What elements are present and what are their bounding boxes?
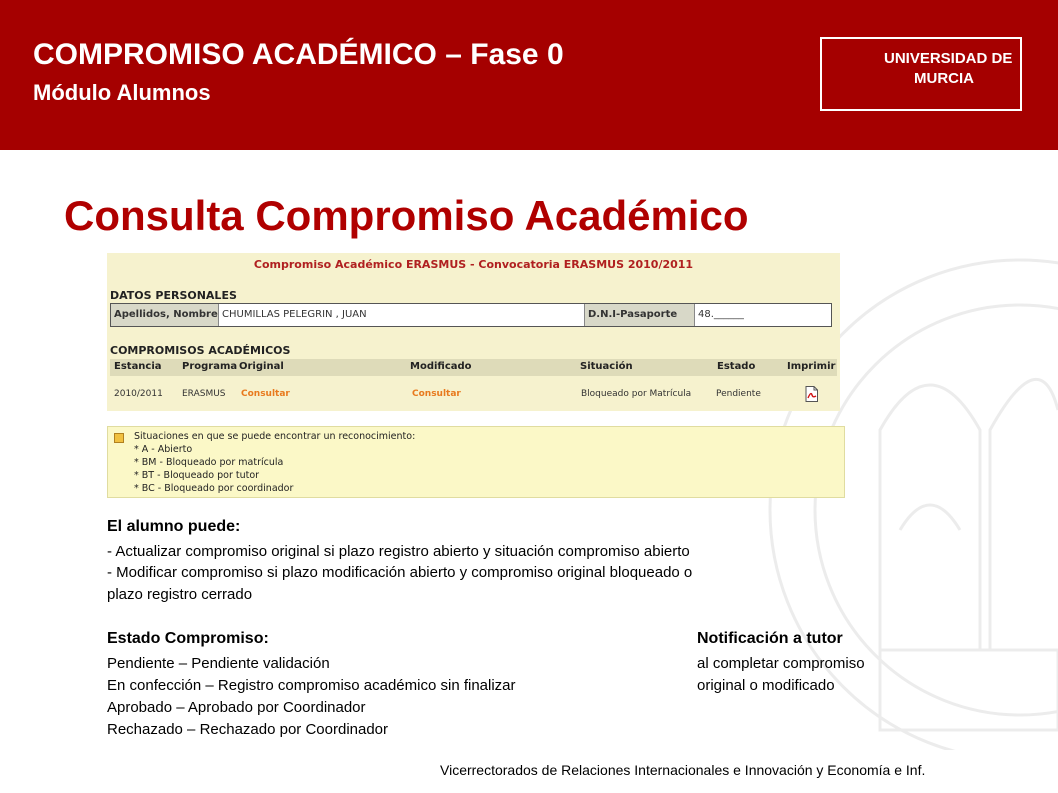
footer-text: Vicerrectorados de Relaciones Internacionales e Innovación y Economía e Inf. xyxy=(440,762,926,778)
compromisos-table-header xyxy=(110,359,837,376)
col-estancia: Estancia xyxy=(114,361,162,372)
notificacion-line: al completar compromiso xyxy=(697,655,865,672)
legend-item: * A - Abierto xyxy=(134,444,193,455)
consulta-screenshot xyxy=(107,253,840,411)
alumno-line: - Actualizar compromiso original si plazo registro abierto y situación compromiso abierto xyxy=(107,543,690,560)
situaciones-legend xyxy=(107,426,845,498)
consultar-original-link[interactable]: Consultar xyxy=(241,389,290,399)
main-title: Consulta Compromiso Académico xyxy=(64,192,749,239)
alumno-line: plazo registro cerrado xyxy=(107,586,253,603)
logo-line-1: UNIVERSIDAD DE xyxy=(884,50,1013,67)
estado-line: Pendiente – Pendiente validación xyxy=(107,655,330,672)
alumno-line: - Modificar compromiso si plazo modificación abierto y compromiso original bloqueado o xyxy=(107,564,693,581)
university-logo xyxy=(820,37,1022,111)
legend-title: Situaciones en que se puede encontrar un reconocimiento: xyxy=(134,431,416,442)
cell-programa: ERASMUS xyxy=(182,389,226,399)
presentation-subtitle: Módulo Alumnos xyxy=(33,80,211,105)
presentation-title: COMPROMISO ACADÉMICO – Fase 0 xyxy=(33,38,564,71)
apellidos-value: CHUMILLAS PELEGRIN , JUAN xyxy=(219,304,585,326)
col-programa: Programa xyxy=(182,361,238,372)
convocatoria-title: Compromiso Académico ERASMUS - Convocatoria ERASMUS 2010/2011 xyxy=(253,258,694,271)
estado-line: Rechazado – Rechazado por Coordinador xyxy=(107,721,389,738)
table-row xyxy=(110,386,837,403)
legend-item: * BC - Bloqueado por coordinador xyxy=(134,483,294,494)
col-imprimir: Imprimir xyxy=(787,361,836,372)
col-estado: Estado xyxy=(717,361,756,372)
estado-heading: Estado Compromiso: xyxy=(107,630,269,647)
compromisos-label: COMPROMISOS ACADÉMICOS xyxy=(110,344,291,357)
cell-estancia: 2010/2011 xyxy=(114,389,163,399)
notificacion-line: original o modificado xyxy=(697,677,835,694)
col-situacion: Situación xyxy=(580,361,633,372)
estado-line: En confección – Registro compromiso académico sin finalizar xyxy=(107,677,516,694)
note-icon xyxy=(114,433,124,443)
apellidos-label: Apellidos, Nombre xyxy=(111,304,219,326)
estado-line: Aprobado – Aprobado por Coordinador xyxy=(107,699,366,716)
logo-line-2: MURCIA xyxy=(914,70,974,87)
datos-personales-label: DATOS PERSONALES xyxy=(110,289,237,302)
datos-personales-row xyxy=(110,303,832,327)
legend-item: * BM - Bloqueado por matrícula xyxy=(134,457,284,468)
cell-estado: Pendiente xyxy=(716,389,761,399)
dni-label: D.N.I-Pasaporte xyxy=(585,304,695,326)
col-modificado: Modificado xyxy=(410,361,472,372)
legend-item: * BT - Bloqueado por tutor xyxy=(134,470,260,481)
header-banner xyxy=(0,0,1058,150)
pdf-icon[interactable] xyxy=(805,386,818,402)
consultar-modificado-link[interactable]: Consultar xyxy=(412,389,461,399)
alumno-heading: El alumno puede: xyxy=(107,518,241,535)
cell-situacion: Bloqueado por Matrícula xyxy=(581,389,692,399)
dni-value: 48.______ xyxy=(698,309,744,320)
notificacion-heading: Notificación a tutor xyxy=(697,630,843,647)
col-original: Original xyxy=(239,361,284,372)
